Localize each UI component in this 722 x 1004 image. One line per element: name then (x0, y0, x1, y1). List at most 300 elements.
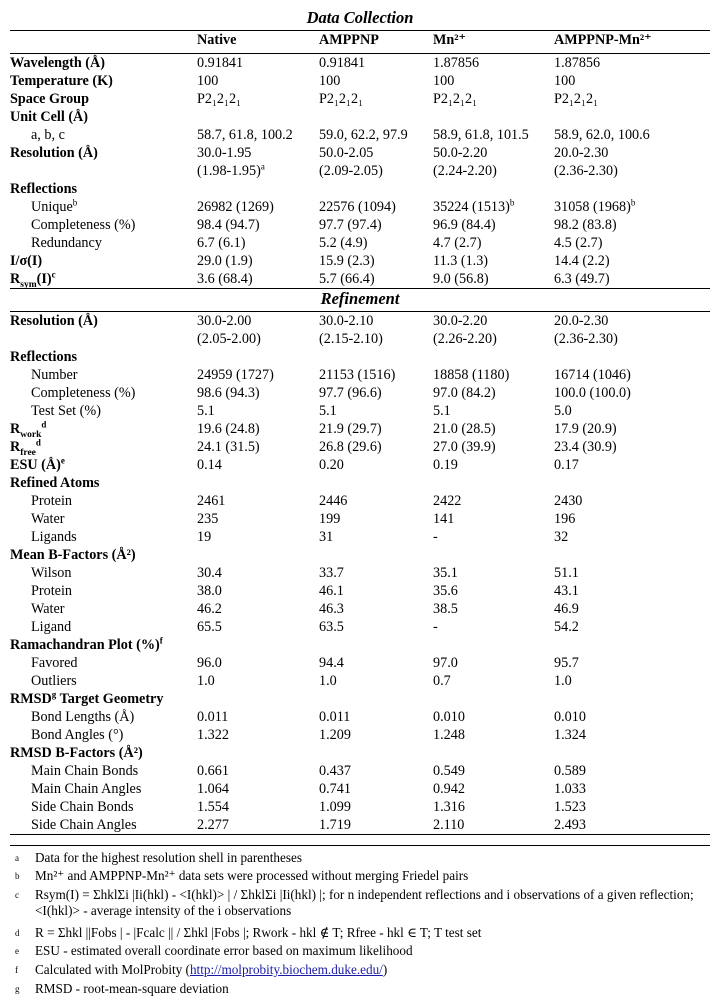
cell-value: 95.7 (554, 655, 579, 671)
cell-mn (433, 384, 554, 402)
row-abc (10, 126, 710, 144)
cell-native (197, 744, 319, 762)
footnote-ref: a (260, 161, 265, 172)
cell-value: 24959 (1727) (197, 367, 274, 383)
data-collection-refinement-table (10, 8, 710, 835)
cell-native (197, 672, 319, 690)
cell-amppnp-mn (554, 438, 710, 456)
row-label (10, 216, 197, 234)
cell-value: 96.0 (197, 655, 222, 671)
cell-value: 100 (319, 73, 341, 89)
row-esu (10, 456, 710, 474)
cell-native (197, 438, 319, 456)
label-text: Side Chain Angles (31, 817, 137, 833)
row-outliers (10, 672, 710, 690)
row-label (10, 126, 197, 144)
row-label (10, 510, 197, 528)
row-b-ligand (10, 618, 710, 636)
cell-amppnp-mn (554, 546, 710, 564)
row-rmsd-geom (10, 690, 710, 708)
footnote-mark: d (15, 928, 20, 938)
cell-value: 1.523 (554, 799, 586, 815)
label-text: Protein (31, 493, 72, 509)
cell-native (197, 402, 319, 420)
cell-value: 38.5 (433, 601, 458, 617)
cell-mn (433, 252, 554, 270)
row-mc-bonds (10, 762, 710, 780)
label-text: a, b, c (31, 127, 65, 143)
label-text: Completeness (%) (31, 385, 136, 401)
cell-amppnp-mn (554, 384, 710, 402)
cell-amppnp (319, 234, 433, 252)
footnote-ref: c (51, 269, 56, 280)
footnote-ref: b (630, 197, 636, 208)
cell-amppnp-mn (554, 744, 710, 762)
cell-value: 100 (433, 73, 455, 89)
label-text: RMSD B-Factors (Å²) (10, 745, 143, 761)
cell-amppnp-mn (554, 762, 710, 780)
row-label (10, 528, 197, 546)
row-completeness (10, 216, 710, 234)
cell-mn (433, 708, 554, 726)
cell-amppnp (319, 816, 433, 835)
cell-amppnp-mn (554, 816, 710, 835)
footnote-text-pre: Calculated with MolProbity ( (35, 962, 190, 977)
cell-amppnp (319, 582, 433, 600)
footnote-ref: b (72, 197, 78, 208)
cell-value: 19 (197, 529, 212, 545)
cell-amppnp (319, 762, 433, 780)
cell-value: 3.6 (68.4) (197, 271, 253, 287)
cell-mn (433, 216, 554, 234)
cell-value: 2422 (433, 493, 462, 509)
cell-amppnp-mn (554, 654, 710, 672)
cell-amppnp (319, 798, 433, 816)
cell-value: 1.209 (319, 727, 351, 743)
cell-value: 24.1 (31.5) (197, 439, 260, 455)
cell-mn (433, 582, 554, 600)
cell-native (197, 456, 319, 474)
row-wavelength (10, 54, 710, 73)
cell-native (197, 816, 319, 835)
footnote-text: Rsym(I) = ΣhklΣi |Ii(hkl) - <I(hkl)> | / ΣhklΣi |Ii(hkl) |; for n independent reflections and i observations of a given reflection; <I(hkl)> - average intensity of the i observations (35, 887, 694, 918)
cell-native (197, 528, 319, 546)
cell-amppnp (319, 420, 433, 438)
cell-value: 1.316 (433, 799, 465, 815)
cell-amppnp-mn (554, 108, 710, 126)
row-label (10, 780, 197, 798)
row-rfree (10, 438, 710, 456)
cell-native (197, 420, 319, 438)
cell-value: 100.0 (100.0) (554, 385, 631, 401)
cell-value: 38.0 (197, 583, 222, 599)
cell-native (197, 546, 319, 564)
cell-value: 2446 (319, 493, 348, 509)
footnote-ref: b (509, 197, 515, 208)
cell-mn (433, 312, 554, 349)
cell-value: 50.0-2.05 (319, 145, 374, 161)
cell-native (197, 780, 319, 798)
footnote-text (35, 962, 716, 978)
row-label (10, 816, 197, 835)
cell-value: 98.6 (94.3) (197, 385, 260, 401)
cell-value: 46.9 (554, 601, 579, 617)
cell-value-shell: (2.24-2.20) (433, 163, 497, 179)
cell-value-shell: (2.05-2.00) (197, 331, 261, 347)
cell-value: 1.0 (319, 673, 337, 689)
cell-value: 32 (554, 529, 569, 545)
cell-amppnp-mn (554, 252, 710, 270)
label-text: RMSD (10, 691, 52, 707)
label-subscript: free (20, 447, 36, 458)
cell-value: 0.19 (433, 457, 458, 473)
cell-amppnp (319, 312, 433, 349)
cell-amppnp (319, 546, 433, 564)
cell-mn (433, 762, 554, 780)
cell-value: 0.14 (197, 457, 222, 473)
footnote-mark: f (15, 965, 18, 975)
row-temperature (10, 72, 710, 90)
row-rsym (10, 270, 710, 289)
cell-mn (433, 690, 554, 708)
cell-value: 199 (319, 511, 341, 527)
cell-amppnp (319, 744, 433, 762)
cell-amppnp-mn (554, 126, 710, 144)
cell-amppnp (319, 528, 433, 546)
cell-amppnp-mn (554, 726, 710, 744)
cell-native (197, 690, 319, 708)
cell-value: 18858 (1180) (433, 367, 510, 383)
footnote-mark: a (15, 853, 19, 863)
cell-value: 0.011 (197, 709, 229, 725)
cell-amppnp (319, 492, 433, 510)
cell-value: 1.0 (554, 673, 572, 689)
cell-native (197, 492, 319, 510)
cell-value-shell: (2.36-2.30) (554, 331, 618, 347)
row-label (10, 312, 197, 349)
cell-native (197, 126, 319, 144)
row-rwork (10, 420, 710, 438)
label-text: Favored (31, 655, 78, 671)
label-text: Main Chain Bonds (31, 763, 139, 779)
cell-value: 33.7 (319, 565, 344, 581)
cell-amppnp (319, 672, 433, 690)
label-text: Side Chain Bonds (31, 799, 134, 815)
cell-amppnp (319, 690, 433, 708)
cell-native (197, 270, 319, 289)
cell-native (197, 348, 319, 366)
cell-value: 51.1 (554, 565, 579, 581)
cell-value: 0.437 (319, 763, 351, 779)
footnote-text: Mn²⁺ and AMPPNP-Mn²⁺ data sets were processed without merging Friedel pairs (35, 868, 469, 883)
label-text: I/σ(I) (10, 253, 43, 269)
molprobity-link[interactable]: http://molprobity.biochem.duke.edu/ (189, 962, 383, 977)
row-resolution (10, 144, 710, 180)
row-ligands (10, 528, 710, 546)
cell-mn (433, 600, 554, 618)
label-text: Unit Cell (Å) (10, 109, 89, 125)
cell-native (197, 90, 319, 108)
cell-mn (433, 672, 554, 690)
cell-value: 1.87856 (433, 55, 480, 71)
row-bond-angles (10, 726, 710, 744)
row-label (10, 54, 197, 73)
footnote-ref: g (51, 689, 57, 700)
cell-value: 0.17 (554, 457, 579, 473)
cell-value: 5.1 (319, 403, 337, 419)
cell-mn (433, 180, 554, 198)
row-water (10, 510, 710, 528)
cell-value-shell: (1.98-1.95) (197, 163, 261, 179)
row-label (10, 366, 197, 384)
cell-amppnp (319, 198, 433, 216)
cell-amppnp-mn (554, 798, 710, 816)
cell-value: 16714 (1046) (554, 367, 631, 383)
label-tail: (I) (36, 271, 52, 287)
label-text: Outliers (31, 673, 77, 689)
cell-value: 43.1 (554, 583, 579, 599)
row-label (10, 546, 197, 564)
cell-value: 4.5 (2.7) (554, 235, 603, 251)
cell-mn (433, 546, 554, 564)
cell-amppnp (319, 72, 433, 90)
cell-amppnp-mn (554, 474, 710, 492)
cell-amppnp-mn (554, 636, 710, 654)
cell-value: 100 (554, 73, 576, 89)
cell-mn (433, 270, 554, 289)
footnote-text: Data for the highest resolution shell in parentheses (35, 850, 302, 865)
cell-value: 2.277 (197, 817, 229, 833)
cell-native (197, 366, 319, 384)
footnote-ref: f (159, 635, 163, 646)
column-header-amppnp: AMPPNP (319, 32, 379, 48)
cell-value: 30.0-1.95 (197, 145, 252, 161)
cell-value: - (433, 619, 438, 635)
footnote-divider (10, 845, 710, 846)
cell-value-shell: (2.15-2.10) (319, 331, 383, 347)
cell-value: 0.589 (554, 763, 586, 779)
cell-amppnp (319, 564, 433, 582)
cell-amppnp (319, 474, 433, 492)
cell-mn (433, 234, 554, 252)
row-label (10, 402, 197, 420)
cell-native (197, 708, 319, 726)
label-text: Wavelength (Å) (10, 55, 105, 71)
row-label (10, 492, 197, 510)
cell-amppnp (319, 270, 433, 289)
cell-value: 63.5 (319, 619, 344, 635)
label-text: Resolution (Å) (10, 145, 98, 161)
cell-native (197, 108, 319, 126)
cell-mn (433, 438, 554, 456)
label-text: Reflections (10, 349, 77, 365)
row-mean-b (10, 546, 710, 564)
cell-mn (433, 72, 554, 90)
row-unit-cell (10, 108, 710, 126)
cell-mn (433, 564, 554, 582)
cell-amppnp-mn (554, 348, 710, 366)
cell-value: 97.0 (433, 655, 458, 671)
label-text: Unique (31, 199, 73, 215)
label-text: Main Chain Angles (31, 781, 142, 797)
cell-mn (433, 726, 554, 744)
row-label (10, 234, 197, 252)
row-label (10, 762, 197, 780)
cell-value: 6.7 (6.1) (197, 235, 246, 251)
cell-amppnp-mn (554, 708, 710, 726)
cell-native (197, 234, 319, 252)
cell-mn (433, 90, 554, 108)
cell-amppnp (319, 618, 433, 636)
cell-value: 21.9 (29.7) (319, 421, 382, 437)
cell-value: 98.4 (94.7) (197, 217, 260, 233)
cell-value: 0.20 (319, 457, 344, 473)
cell-value: 0.661 (197, 763, 229, 779)
row-label (10, 672, 197, 690)
cell-native (197, 384, 319, 402)
row-label (10, 690, 197, 708)
cell-amppnp-mn (554, 528, 710, 546)
cell-native (197, 312, 319, 349)
section-title: Data Collection (10, 8, 710, 31)
footnote-text: RMSD - root-mean-square deviation (35, 981, 229, 996)
cell-amppnp-mn (554, 198, 710, 216)
cell-native (197, 198, 319, 216)
cell-value: 5.0 (554, 403, 572, 419)
label-text: Redundancy (31, 235, 102, 251)
cell-value: 1.064 (197, 781, 229, 797)
footnote-mark: b (15, 871, 20, 881)
cell-amppnp-mn (554, 144, 710, 180)
footnote-ref: d (35, 437, 41, 448)
cell-value: 1.099 (319, 799, 351, 815)
cell-mn (433, 402, 554, 420)
cell-amppnp-mn (554, 600, 710, 618)
cell-value: 20.0-2.30 (554, 145, 609, 161)
cell-native (197, 798, 319, 816)
label-text: Water (31, 601, 65, 617)
cell-value: 1.322 (197, 727, 229, 743)
cell-native (197, 72, 319, 90)
row-label (10, 582, 197, 600)
cell-value: 98.2 (83.8) (554, 217, 617, 233)
cell-amppnp-mn (554, 456, 710, 474)
cell-value: 65.5 (197, 619, 222, 635)
label-text: Resolution (Å) (10, 313, 98, 329)
cell-value: 0.741 (319, 781, 351, 797)
cell-mn (433, 144, 554, 180)
cell-value: 58.9, 62.0, 100.6 (554, 127, 650, 143)
cell-native (197, 510, 319, 528)
row-label (10, 618, 197, 636)
cell-value: 27.0 (39.9) (433, 439, 496, 455)
cell-amppnp-mn (554, 216, 710, 234)
label-text: Ligands (31, 529, 77, 545)
cell-amppnp-mn (554, 402, 710, 420)
cell-value: 21.0 (28.5) (433, 421, 496, 437)
cell-mn (433, 744, 554, 762)
row-label (10, 72, 197, 90)
cell-value: 1.0 (197, 673, 215, 689)
cell-native (197, 582, 319, 600)
row-reflections (10, 180, 710, 198)
cell-value: 0.942 (433, 781, 465, 797)
row-i-sigma (10, 252, 710, 270)
cell-native (197, 762, 319, 780)
cell-value: 0.010 (554, 709, 586, 725)
cell-amppnp (319, 108, 433, 126)
cell-mn (433, 474, 554, 492)
cell-amppnp-mn (554, 510, 710, 528)
label-text: R (10, 439, 21, 455)
cell-mn (433, 54, 554, 73)
cell-value: 35.6 (433, 583, 458, 599)
cell-mn (433, 654, 554, 672)
row-label (10, 270, 197, 289)
cell-amppnp-mn (554, 312, 710, 349)
cell-value: P2₁2₁2₁ (554, 91, 599, 107)
cell-amppnp-mn (554, 672, 710, 690)
row-sc-angles (10, 816, 710, 835)
cell-mn (433, 528, 554, 546)
label-text: Water (31, 511, 65, 527)
cell-value: 31 (319, 529, 334, 545)
cell-amppnp (319, 654, 433, 672)
cell-amppnp (319, 456, 433, 474)
cell-value: 22576 (1094) (319, 199, 396, 215)
cell-value: 97.0 (84.2) (433, 385, 496, 401)
cell-amppnp (319, 126, 433, 144)
row-b-protein (10, 582, 710, 600)
cell-value: 5.1 (197, 403, 215, 419)
row-label (10, 438, 197, 456)
cell-value: 1.033 (554, 781, 586, 797)
row-space-group (10, 90, 710, 108)
cell-amppnp-mn (554, 780, 710, 798)
row-label (10, 744, 197, 762)
cell-value: 46.1 (319, 583, 344, 599)
cell-value: 1.87856 (554, 55, 601, 71)
cell-value: 0.011 (319, 709, 351, 725)
cell-value: 50.0-2.20 (433, 145, 488, 161)
label-text: R (10, 421, 21, 437)
row-unique (10, 198, 710, 216)
cell-amppnp (319, 780, 433, 798)
label-text: Number (31, 367, 78, 383)
cell-value-shell: (2.09-2.05) (319, 163, 383, 179)
row-bond-lengths (10, 708, 710, 726)
row-rmsd-b (10, 744, 710, 762)
cell-value: 59.0, 62.2, 97.9 (319, 127, 408, 143)
cell-value: 235 (197, 511, 219, 527)
row-label (10, 798, 197, 816)
cell-value: 141 (433, 511, 455, 527)
cell-amppnp (319, 366, 433, 384)
label-text: Ligand (31, 619, 72, 635)
row-test-set (10, 402, 710, 420)
cell-amppnp (319, 384, 433, 402)
footnote-mark: g (15, 984, 20, 994)
cell-amppnp (319, 726, 433, 744)
cell-mn (433, 420, 554, 438)
column-header-blank (10, 31, 197, 54)
cell-amppnp (319, 510, 433, 528)
cell-value: 0.010 (433, 709, 465, 725)
cell-native (197, 54, 319, 73)
row-resolution (10, 312, 710, 349)
label-subscript: work (20, 429, 42, 440)
cell-value: 2.493 (554, 817, 586, 833)
